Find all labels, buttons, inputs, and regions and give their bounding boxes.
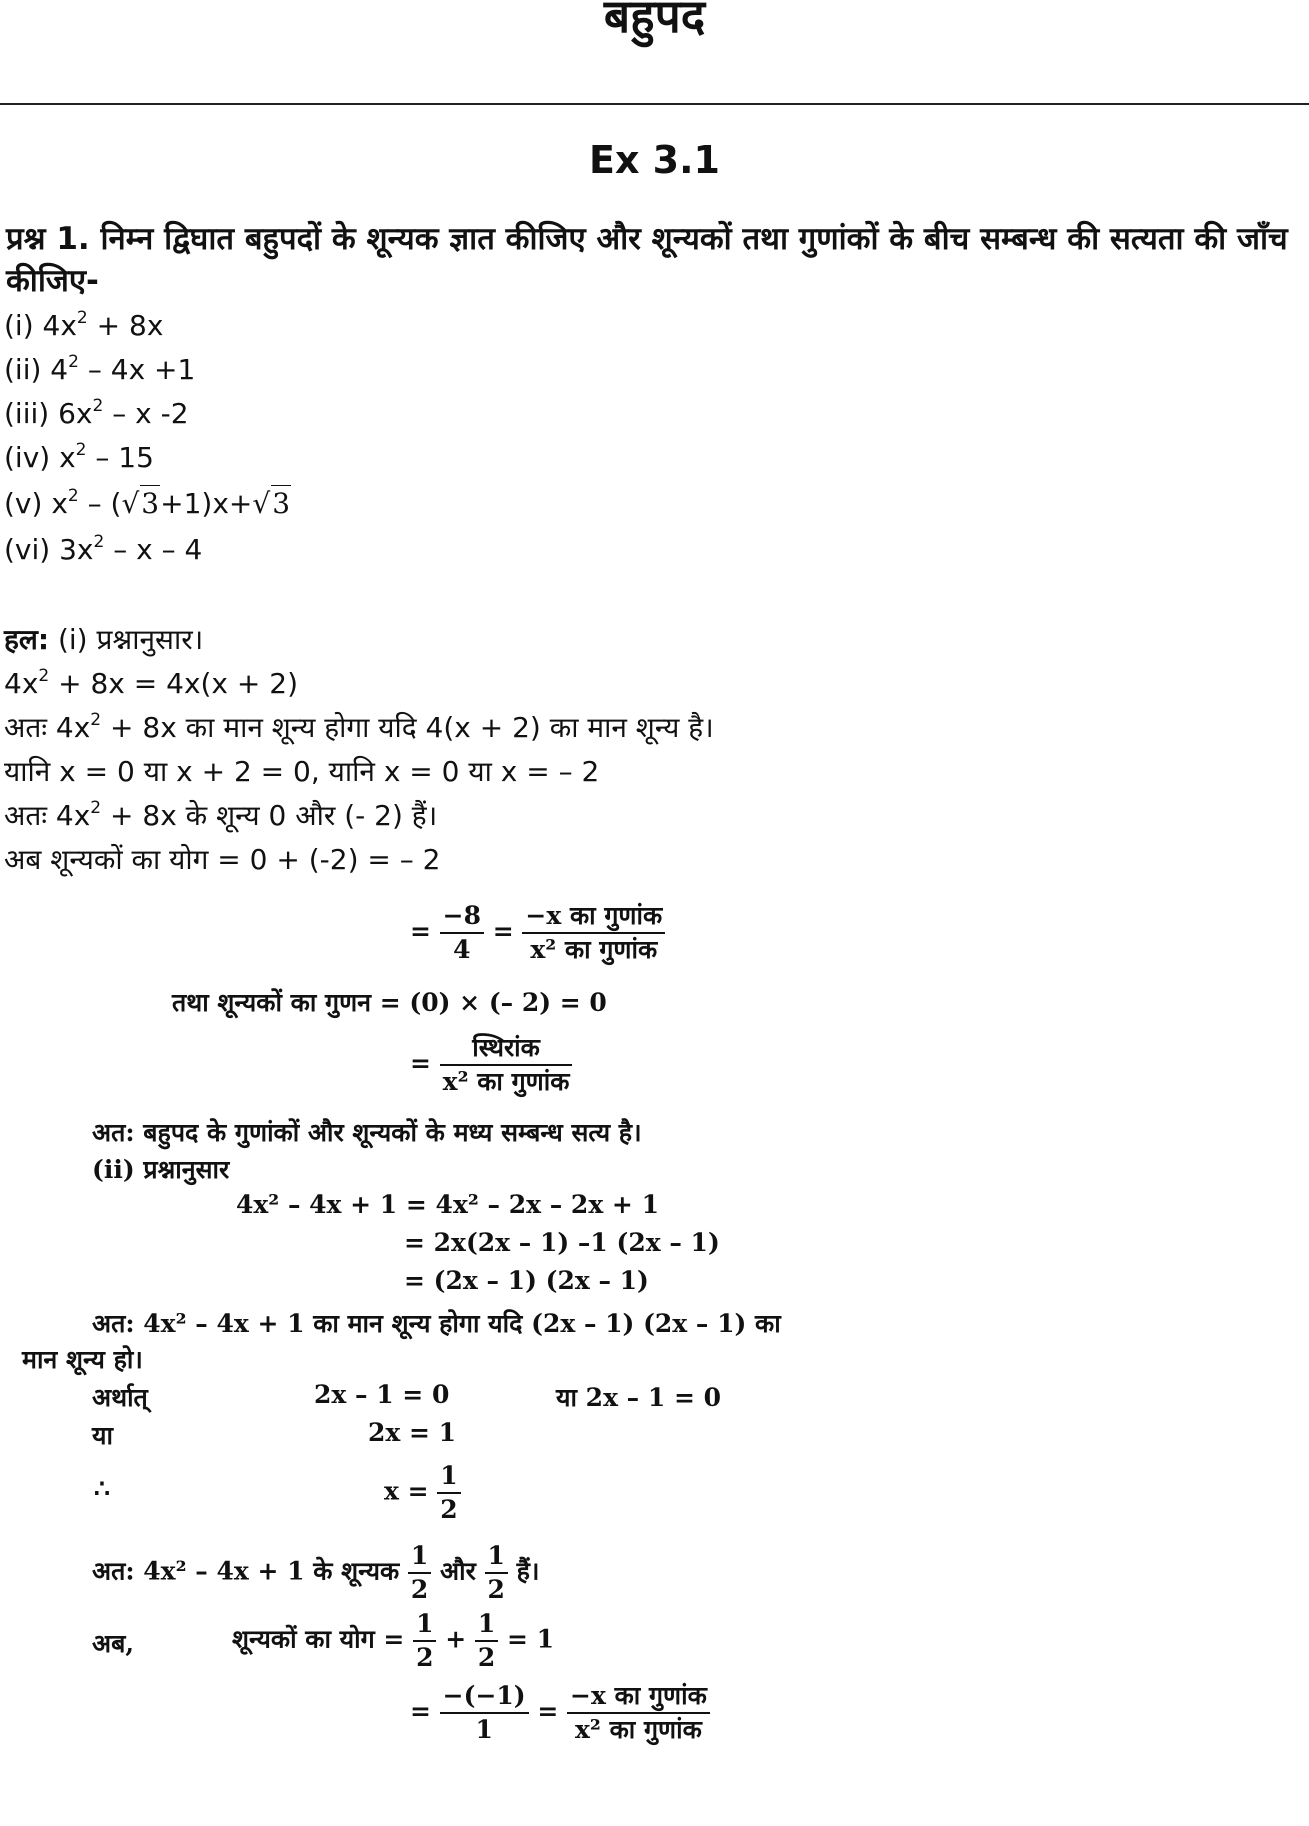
fraction-equation: = $\frac{-8}{4}$ = −x का गुणांक x² का गुणांक bbox=[410, 900, 665, 966]
equation-line: = 2x(2x – 1) –1 (2x – 1) bbox=[404, 1228, 720, 1257]
conclusion-line: अत: बहुपद के गुणांकों और शून्यकों के मध्य सम्बन्ध सत्य है। bbox=[92, 1118, 642, 1147]
part-label: (ii) प्रश्नानुसार bbox=[92, 1155, 230, 1184]
question-item-6: (vi) $3x^2$ – x – 4 bbox=[4, 532, 203, 566]
fraction-equation: = $\frac{-(-1)}{1}$ = −x का गुणांक x² का गुणांक bbox=[410, 1680, 710, 1746]
equation-line: 4x² – 4x + 1 = 4x² – 2x – 2x + 1 bbox=[236, 1190, 659, 1219]
question-item-4: (iv) $x^2 - 15$ bbox=[4, 440, 154, 474]
page-title: बहुपद bbox=[603, 0, 706, 43]
equation-line: अत: 4x² – 4x + 1 का मान शून्य होगा यदि (2x – 1) (2x – 1) का bbox=[92, 1309, 781, 1338]
question-item-5: (v) $x^2 - (√3+1)x+√3$ bbox=[4, 486, 291, 520]
equation-line: 2x = 1 bbox=[368, 1418, 457, 1447]
solution-line: अतः $4x^2 + 8x$ का मान शून्य होगा यदि 4(x + 2) का मान शून्य है। bbox=[4, 710, 714, 744]
question-item-2: (ii) $4^2 - 4x +1$ bbox=[4, 352, 196, 386]
fraction-equation: = स्थिरांक x² का गुणांक bbox=[410, 1032, 572, 1098]
equation-line: x = $\frac{1}{2}$ bbox=[384, 1460, 461, 1526]
equation-line: अत: 4x² – 4x + 1 के शून्यक $\frac{1}{2}$ और $\frac{1}{2}$ हैं। bbox=[92, 1541, 540, 1604]
equation-label: या bbox=[92, 1421, 113, 1450]
product-line: तथा शून्यकों का गुणन = (0) × (– 2) = 0 bbox=[172, 988, 607, 1017]
question-item-1: (i) $4x^2 + 8x$ bbox=[4, 308, 164, 342]
therefore-icon: ∴ bbox=[94, 1474, 110, 1503]
sqrt-icon: √ bbox=[252, 487, 271, 520]
equation-line: = (2x – 1) (2x – 1) bbox=[404, 1266, 649, 1295]
solution-line: अब शून्यकों का योग = 0 + (-2) = – 2 bbox=[4, 843, 441, 876]
solution-line: अतः $4x^2 + 8x$ के शून्य 0 और (- 2) हैं। bbox=[4, 798, 438, 832]
solution-line: $4x^2 + 8x = 4x(x + 2)$ bbox=[4, 666, 299, 700]
equation-label: अर्थात् bbox=[92, 1383, 148, 1412]
divider bbox=[0, 103, 1309, 105]
question-text: प्रश्न 1. निम्न द्विघात बहुपदों के शून्यक ज्ञात कीजिए और शून्यकों तथा गुणांकों के बीच सम्बन्ध की सत्यता की जाँच कीजिए- bbox=[6, 221, 1288, 299]
sqrt-icon: √ bbox=[121, 487, 140, 520]
question-item-3: (iii) $6x^2$ – x -2 bbox=[4, 396, 189, 430]
equation-line: या 2x – 1 = 0 bbox=[556, 1383, 722, 1412]
equation-label: अब, bbox=[92, 1629, 135, 1658]
exercise-title: Ex 3.1 bbox=[588, 138, 720, 182]
solution-line: यानि x = 0 या x + 2 = 0, यानि x = 0 या x = – 2 bbox=[4, 755, 600, 788]
solution-intro: हल: (i) प्रश्नानुसार। bbox=[4, 623, 204, 656]
equation-line: शून्यकों का योग = $\frac{1}{2}$ + $\frac{1}{2}$ = 1 bbox=[232, 1609, 555, 1672]
equation-line: मान शून्य हो। bbox=[22, 1345, 143, 1374]
equation-line: 2x – 1 = 0 bbox=[314, 1380, 450, 1409]
